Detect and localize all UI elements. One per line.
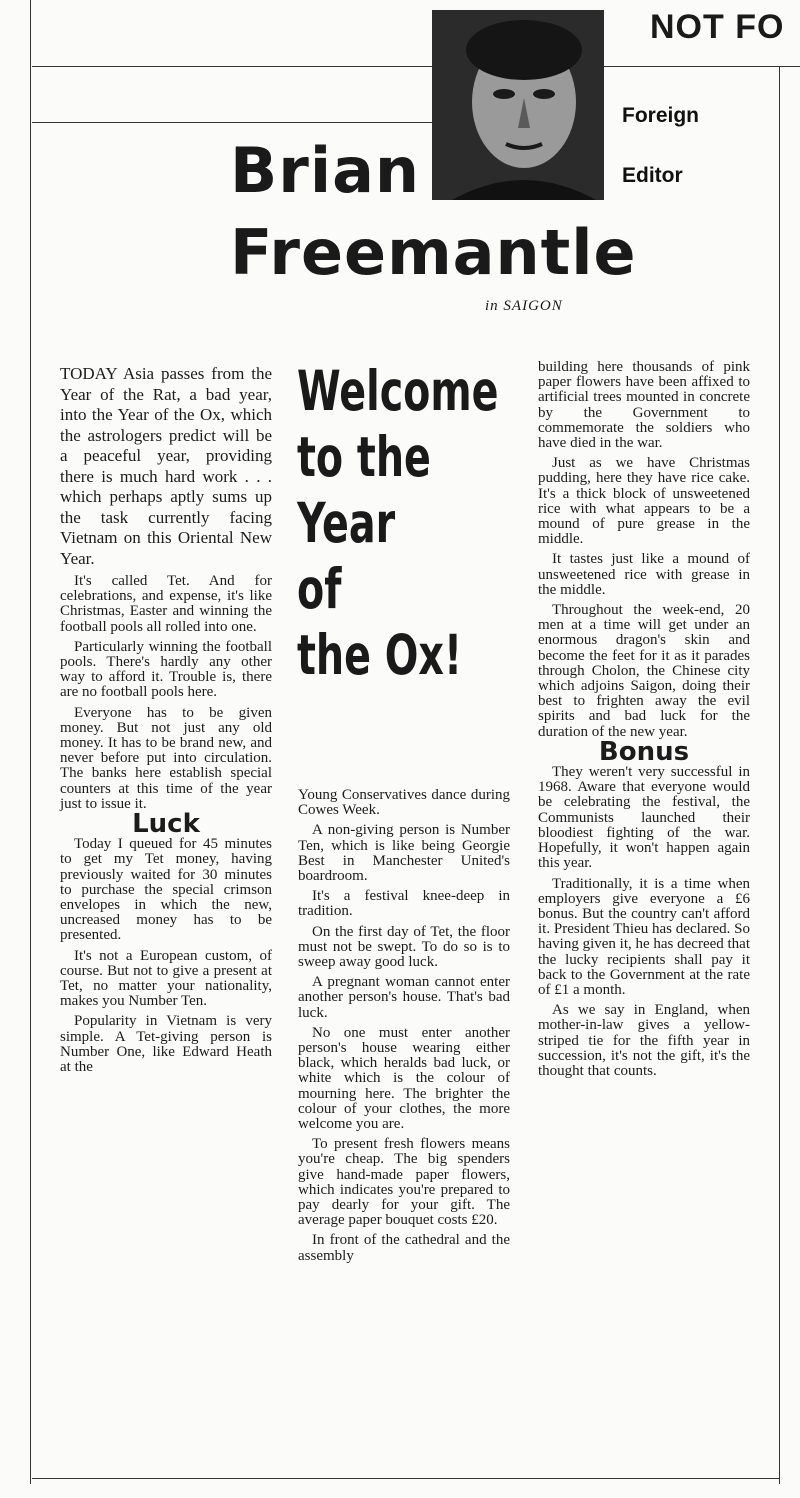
- bottom-rule: [32, 1478, 780, 1479]
- author-last-name: Freemantle: [230, 216, 637, 289]
- paragraph: A pregnant woman cannot enter another person's house. That's bad luck.: [298, 974, 510, 1021]
- paragraph: In front of the cathedral and the assembly: [298, 1232, 510, 1264]
- paragraph: It's not a European custom, of course. But not to give a present at Tet, no matter your nationality, makes you Number Ten.: [60, 947, 272, 1010]
- article-column-1: [60, 364, 272, 1080]
- subhead-luck: Luck: [132, 809, 200, 840]
- paragraph: It's a festival knee-deep in tradition.: [298, 888, 510, 920]
- paragraph: Today I queued for 45 minutes to get my Tet money, having previously waited for 30 minutes to purchase the special crimson envelopes in which the new, uncreased money has to be presented.: [60, 836, 272, 944]
- paragraph: It tastes just like a mound of unsweetened rice with grease in the middle.: [538, 551, 750, 598]
- paragraph: On the first day of Tet, the floor must not be swept. To do so is to sweep away good luck.: [298, 923, 510, 971]
- paragraph: Particularly winning the football pools. There's hardly any other way to afford it. Trouble is, there are no football pools here.: [60, 638, 272, 701]
- right-border: [779, 66, 780, 1484]
- headline-line: the Ox!: [297, 623, 463, 687]
- paragraph: Throughout the week-end, 20 men at a time will get under an enormous dragon's skin and become the feet for it as it parades through Cholon, the Chinese city which adjoins Saigon, doing their best to frighten away the evil spirits and bad luck for the duration of the new year.: [538, 602, 750, 740]
- paragraph: As we say in England, when mother-in-law gives a yellow-striped tie for the fifth year in succession, it's not the gift, it's the thought that counts.: [538, 1002, 750, 1079]
- author-first-name: Brian: [230, 134, 421, 207]
- paragraph: building here thousands of pink paper flowers have been affixed to artificial trees mounted in concrete by the Government to commemorate the soldiers who have died in the war.: [538, 359, 750, 452]
- paragraph: No one must enter another person's house wearing either black, which heralds bad luck, or white which is the colour of mourning here. The brighter the colour of your clothes, the more welcome you are.: [298, 1024, 510, 1133]
- paragraph: Traditionally, it is a time when employers give everyone a £6 bonus. But the country can't afford it. President Thieu has declared. So having given it, he has decreed that the lucky recipients shall pay it back to the Government at the rate of £1 a month.: [538, 875, 751, 998]
- headline: [297, 358, 499, 688]
- left-border: [30, 0, 31, 1484]
- byline-rule: [32, 122, 437, 123]
- paragraph: Everyone has to be given money. But not just any old money. It has to be brand new, and never before put into circulation. The banks here establish special counters at this time of the year just to issue it.: [60, 704, 272, 812]
- paragraph: Popularity in Vietnam is very simple. A Tet-giving person is Number One, like Edward Heath at the: [60, 1013, 272, 1076]
- role-line-2: Editor: [622, 164, 683, 187]
- top-rule: [32, 66, 800, 67]
- headline-line: to the: [297, 425, 431, 489]
- paragraph: A non-giving person is Number Ten, which is like being Georgie Best in Manchester United's boardroom.: [298, 822, 510, 885]
- paragraph: It's called Tet. And for celebrations, and expense, it's like Christmas, Easter and winning the football pools all rolled into one.: [60, 573, 272, 635]
- lead-paragraph: TODAY Asia passes from the Year of the Rat, a bad year, into the Year of the Ox, which the astrologers predict will be a peaceful year, providing there is much hard work . . . which perhaps aptly sums up the task currently facing Vietnam on this Oriental New Year.: [60, 364, 272, 568]
- headline-line: Year: [297, 491, 396, 555]
- subhead-bonus: Bonus: [598, 736, 690, 767]
- role-line-1: Foreign: [622, 104, 699, 127]
- dateline: in SAIGON: [485, 298, 563, 314]
- masthead: NOT FO: [650, 8, 785, 46]
- paragraph: Just as we have Christmas pudding, here they have rice cake. It's a thick block of unsweetened rice with what appears to be a mound of pure grease in the middle.: [538, 455, 750, 548]
- portrait-image: [432, 10, 604, 200]
- headline-line: Welcome: [297, 359, 499, 423]
- paragraph: To present fresh flowers means you're cheap. The big spenders give hand-made paper flowers, which indicates you're prepared to pay dearly for your gift. The average paper bouquet costs £20.: [298, 1136, 510, 1229]
- paragraph: They weren't very successful in 1968. Aware that everyone would be celebrating the festival, the Communists launched their bloodiest fighting of the war. Hopefully, it won't happen again this year.: [538, 764, 750, 872]
- headline-line: of: [297, 557, 342, 621]
- paragraph: Young Conservatives dance during Cowes Week.: [298, 787, 510, 819]
- article-column-2: [298, 788, 510, 1269]
- article-column-3: [538, 360, 750, 1084]
- author-photo: [432, 10, 604, 200]
